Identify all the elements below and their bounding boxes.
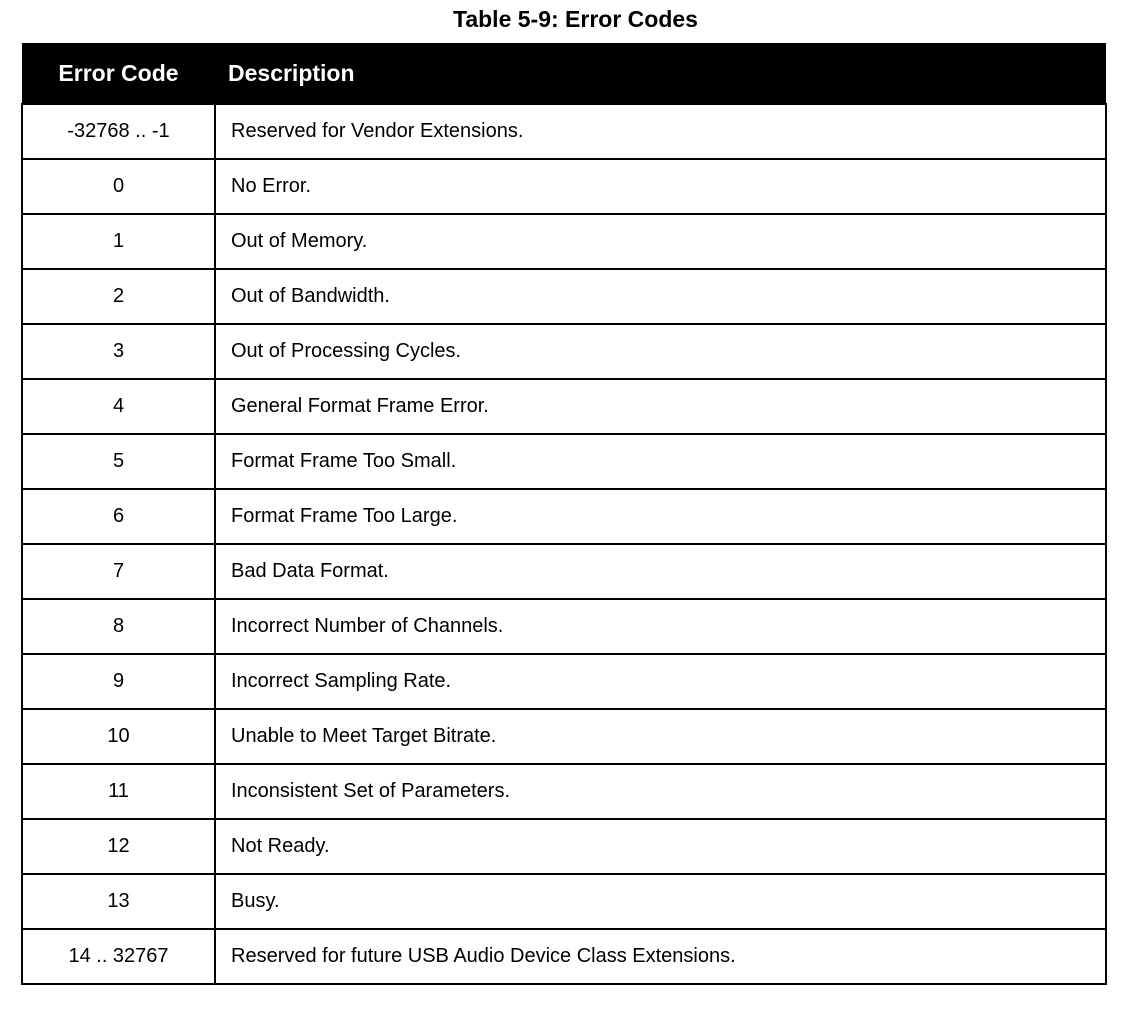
table-row <box>22 214 1106 269</box>
table-row <box>22 324 1106 379</box>
description-cell: No Error. <box>215 159 1106 214</box>
error-code-cell: 13 <box>22 874 215 929</box>
table-row <box>22 599 1106 654</box>
table-row <box>22 269 1106 324</box>
error-code-cell: 4 <box>22 379 215 434</box>
table-row <box>22 379 1106 434</box>
table-row <box>22 929 1106 984</box>
error-code-cell: 6 <box>22 489 215 544</box>
error-code-cell: 1 <box>22 214 215 269</box>
error-code-cell: -32768 .. -1 <box>22 104 215 159</box>
description-cell: Out of Processing Cycles. <box>215 324 1106 379</box>
table-row <box>22 709 1106 764</box>
description-cell: Not Ready. <box>215 819 1106 874</box>
error-code-cell: 12 <box>22 819 215 874</box>
error-code-cell: 8 <box>22 599 215 654</box>
description-cell: Incorrect Sampling Rate. <box>215 654 1106 709</box>
description-cell: Inconsistent Set of Parameters. <box>215 764 1106 819</box>
description-cell: Format Frame Too Large. <box>215 489 1106 544</box>
error-code-cell: 7 <box>22 544 215 599</box>
table-row <box>22 489 1106 544</box>
table-caption: Table 5-9: Error Codes <box>453 6 698 32</box>
error-codes-table <box>21 43 1107 985</box>
description-cell: Incorrect Number of Channels. <box>215 599 1106 654</box>
table-row <box>22 544 1106 599</box>
description-cell: Bad Data Format. <box>215 544 1106 599</box>
error-code-cell: 10 <box>22 709 215 764</box>
description-cell: General Format Frame Error. <box>215 379 1106 434</box>
error-code-cell: 3 <box>22 324 215 379</box>
description-cell: Reserved for future USB Audio Device Class Extensions. <box>215 929 1106 984</box>
header-error-code: Error Code <box>22 43 215 104</box>
description-cell: Out of Bandwidth. <box>215 269 1106 324</box>
error-code-cell: 9 <box>22 654 215 709</box>
error-code-cell: 2 <box>22 269 215 324</box>
error-code-cell: 5 <box>22 434 215 489</box>
description-cell: Format Frame Too Small. <box>215 434 1106 489</box>
description-cell: Out of Memory. <box>215 214 1106 269</box>
error-code-cell: 14 .. 32767 <box>22 929 215 984</box>
table-row <box>22 104 1106 159</box>
description-cell: Unable to Meet Target Bitrate. <box>215 709 1106 764</box>
description-cell: Reserved for Vendor Extensions. <box>215 104 1106 159</box>
table-row <box>22 434 1106 489</box>
table-row <box>22 764 1106 819</box>
table-row <box>22 819 1106 874</box>
table-row <box>22 159 1106 214</box>
table-header-row <box>22 43 1106 104</box>
error-code-cell: 11 <box>22 764 215 819</box>
table-row <box>22 874 1106 929</box>
table-row <box>22 654 1106 709</box>
error-code-cell: 0 <box>22 159 215 214</box>
header-description: Description <box>215 43 1106 104</box>
description-cell: Busy. <box>215 874 1106 929</box>
